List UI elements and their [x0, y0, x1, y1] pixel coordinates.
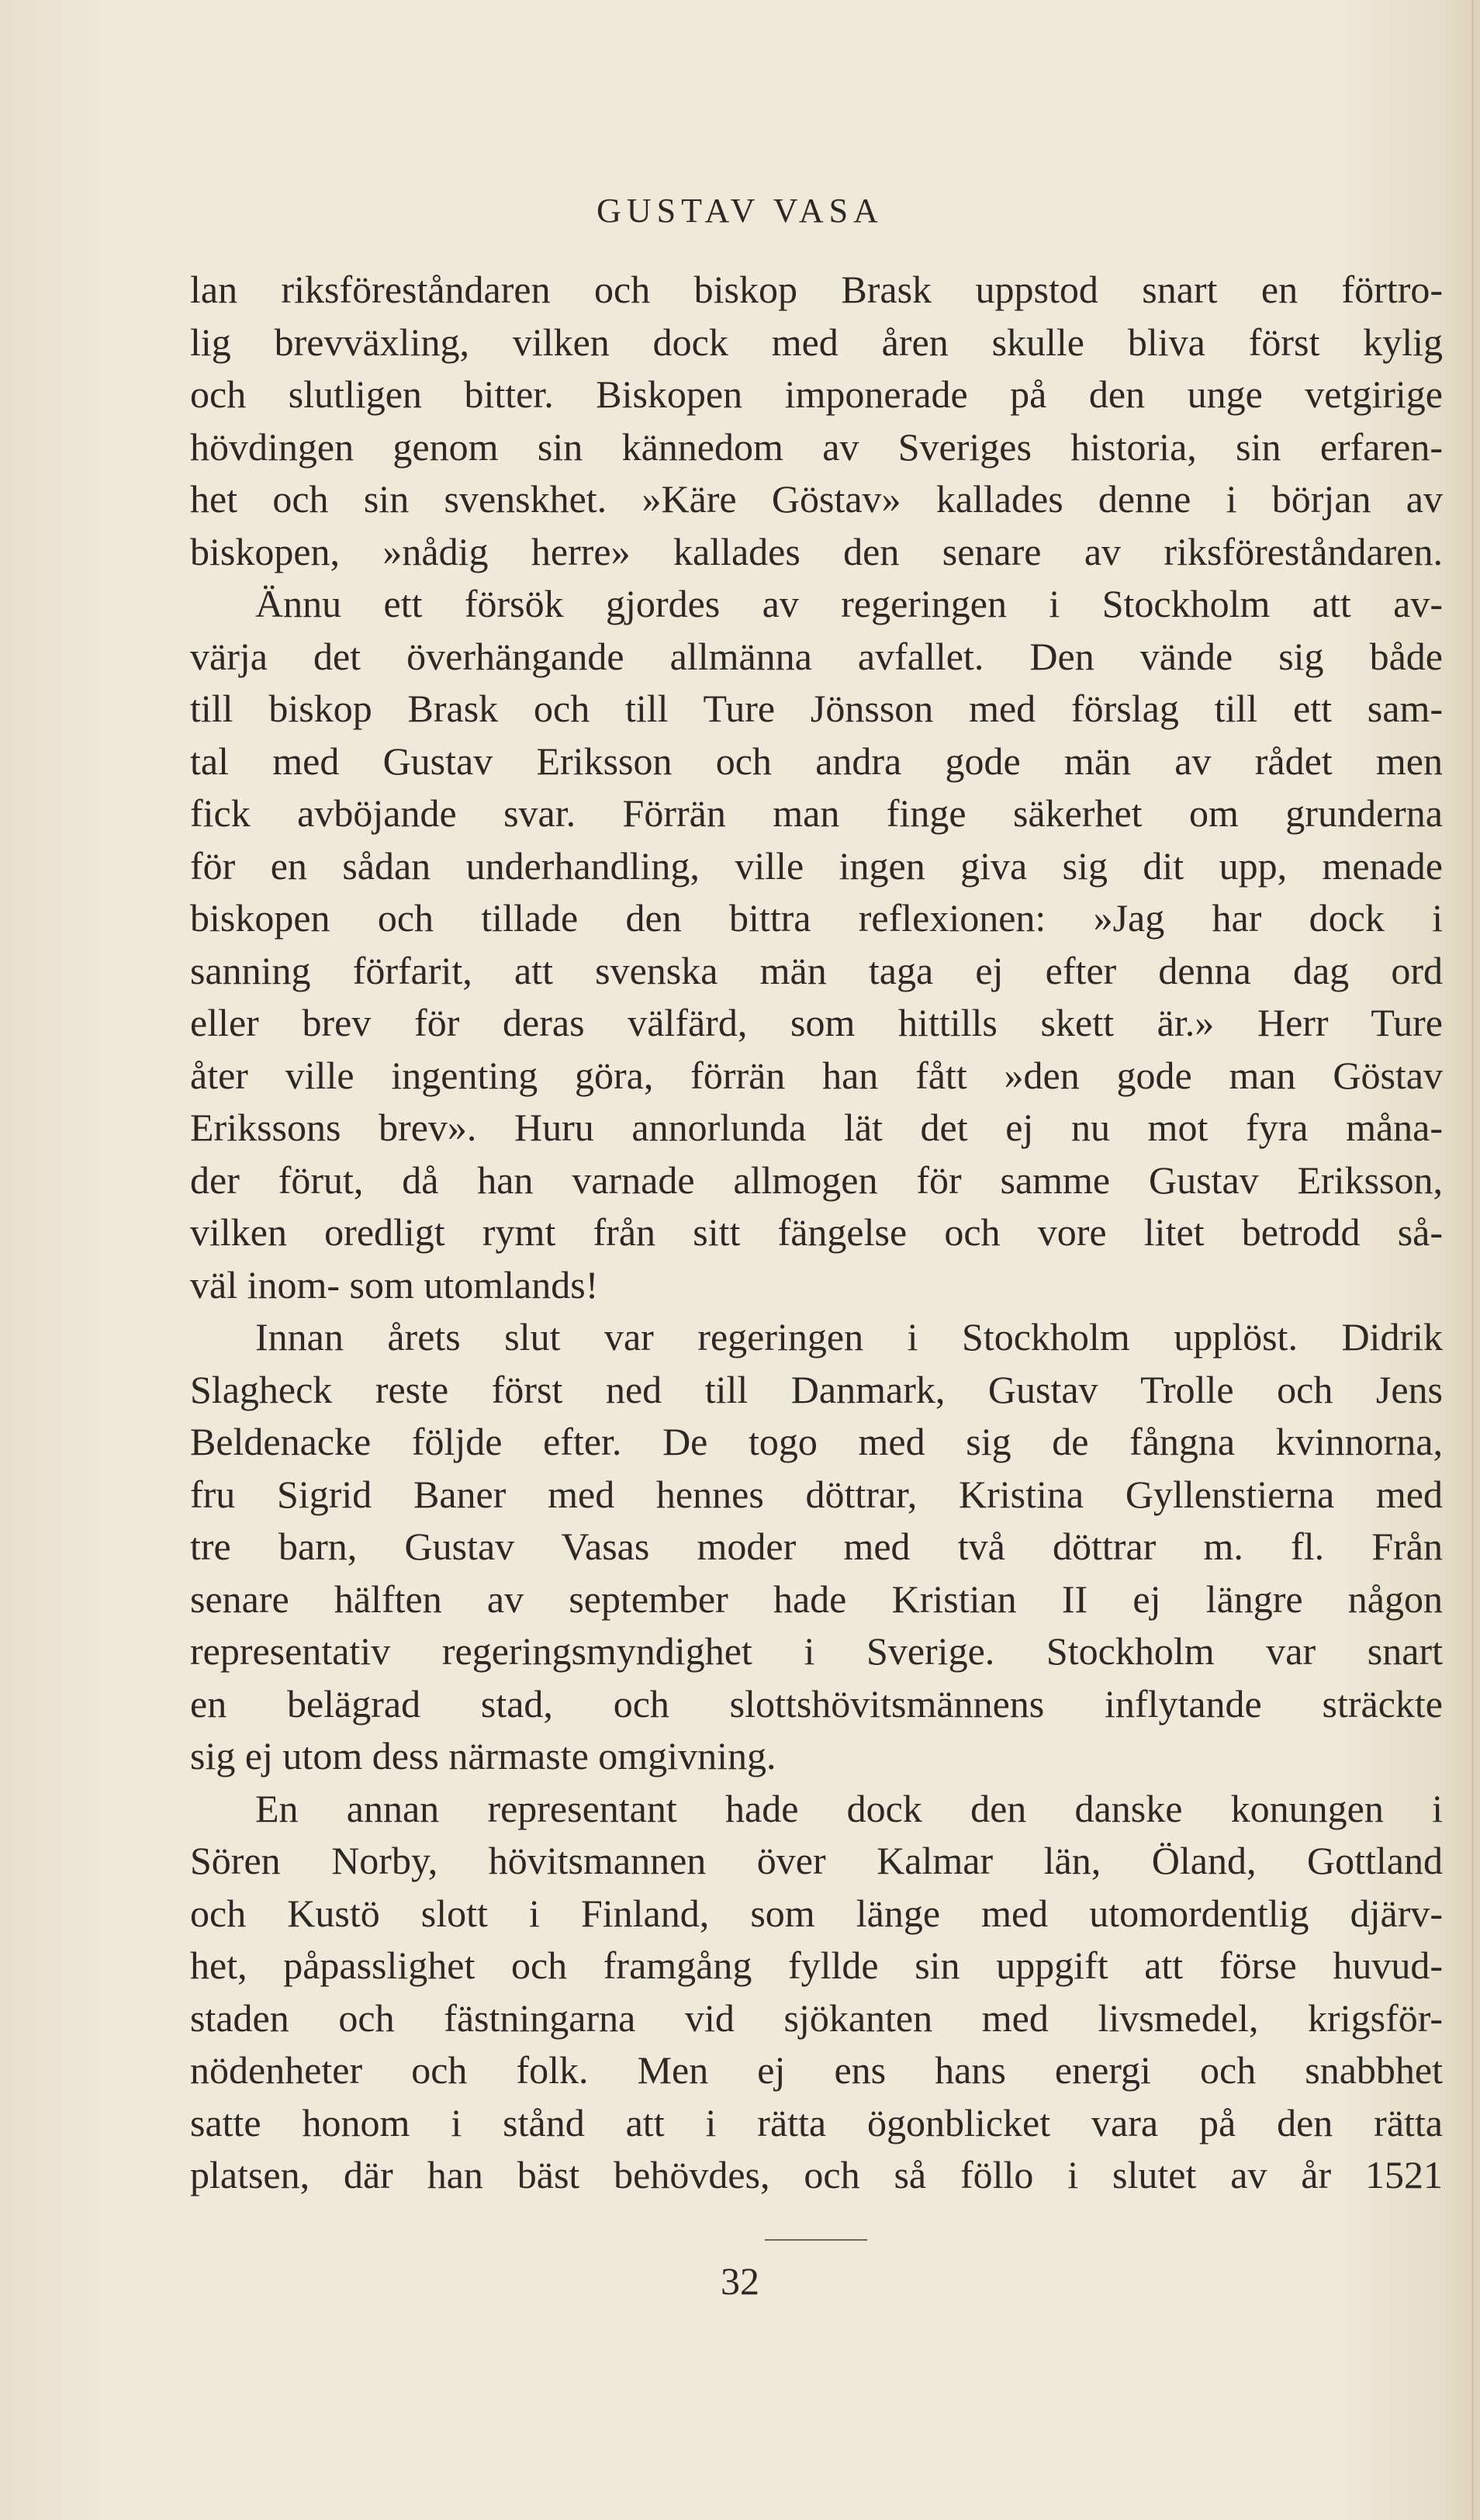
text-line: satte honom i stånd att i rätta ögonblicket vara på den rätta [190, 2100, 1443, 2144]
text-line: nödenheter och folk. Men ej ens hans energi och snabbhet [190, 2048, 1443, 2092]
text-line: Sören Norby, hövitsmannen över Kalmar län, Öland, Gottland [190, 1839, 1443, 1882]
text-line: biskopen och tillade den bittra reflexionen: »Jag har dock i [190, 896, 1443, 940]
text-line: hövdingen genom sin kännedom av Sveriges historia, sin erfaren- [190, 424, 1443, 469]
text-line: sanning förfarit, att svenska män taga ej efter denna dag ord [190, 948, 1443, 992]
paragraph-start-line: Ännu ett försök gjordes av regeringen i Stockholm att av- [255, 582, 1443, 625]
body-text [190, 264, 1443, 2202]
text-line: till biskop Brask och till Ture Jönsson med förslag till ett sam- [190, 687, 1443, 730]
paragraph-end-line: väl inom- som utomlands! [190, 1262, 599, 1307]
text-line: vilken oredligt rymt från sitt fängelse och vore litet betrodd så- [190, 1210, 1443, 1254]
page-number: 32 [721, 2259, 759, 2303]
text-line: värja det överhängande allmänna avfallet. Den vände sig både [190, 634, 1443, 678]
text-line: staden och fästningarna vid sjökanten med livsmedel, krigsför- [190, 1996, 1443, 2040]
paragraph-start-line: Innan årets slut var regeringen i Stockholm upplöst. Didrik [255, 1315, 1443, 1359]
page-edge [1471, 0, 1474, 2520]
text-line: het och sin svenskhet. »Käre Göstav» kallades denne i början av [190, 477, 1443, 521]
text-line: platsen, där han bäst behövdes, och så föllo i slutet av år 1521 [190, 2153, 1443, 2196]
text-line: Slagheck reste först ned till Danmark, Gustav Trolle och Jens [190, 1367, 1443, 1411]
text-line: för en sådan underhandling, ville ingen giva sig dit upp, menade [190, 843, 1443, 888]
text-line: och slutligen bitter. Biskopen imponerade på den unge vetgirige [190, 372, 1443, 416]
paragraph-start-line: En annan representant hade dock den danske konungen i [255, 1786, 1443, 1830]
text-line: biskopen, »nådig herre» kallades den senare av riksföreståndaren. [190, 529, 1443, 573]
text-line: tre barn, Gustav Vasas moder med två döttrar m. fl. Från [190, 1525, 1443, 1568]
paragraph-end-line: sig ej utom dess närmaste omgivning. [190, 1734, 776, 1778]
text-line: het, påpasslighet och framgång fyllde sin uppgift att förse huvud- [190, 1944, 1443, 1987]
text-line: tal med Gustav Eriksson och andra gode män av rådet men [190, 739, 1443, 783]
text-line: representativ regeringsmyndighet i Sverige. Stockholm var snart [190, 1629, 1443, 1673]
text-line: der förut, då han varnade allmogen för samme Gustav Eriksson, [190, 1158, 1443, 1202]
text-line: fick avböjande svar. Förrän man finge säkerhet om grunderna [190, 791, 1443, 835]
footer-rule [765, 2239, 867, 2241]
text-line: en belägrad stad, och slottshövitsmännens inflytande sträckte [190, 1681, 1443, 1726]
text-line: lig brevväxling, vilken dock med åren skulle bliva först kylig [190, 320, 1443, 364]
running-head: GUSTAV VASA [596, 192, 884, 230]
text-line: lan riksföreståndaren och biskop Brask uppstod snart en förtro- [190, 268, 1443, 311]
text-line: fru Sigrid Baner med hennes döttrar, Kristina Gyllenstierna med [190, 1472, 1443, 1516]
text-line: eller brev för deras välfärd, som hittills skett är.» Herr Ture [190, 1001, 1443, 1044]
text-line: åter ville ingenting göra, förrän han fått »den gode man Göstav [190, 1053, 1443, 1097]
text-line: Erikssons brev». Huru annorlunda lät det ej nu mot fyra måna- [190, 1106, 1443, 1149]
text-line: Beldenacke följde efter. De togo med sig de fångna kvinnorna, [190, 1420, 1443, 1463]
text-line: och Kustö slott i Finland, som länge med utomordentlig djärv- [190, 1891, 1443, 1935]
text-line: senare hälften av september hade Kristian II ej längre någon [190, 1577, 1443, 1621]
